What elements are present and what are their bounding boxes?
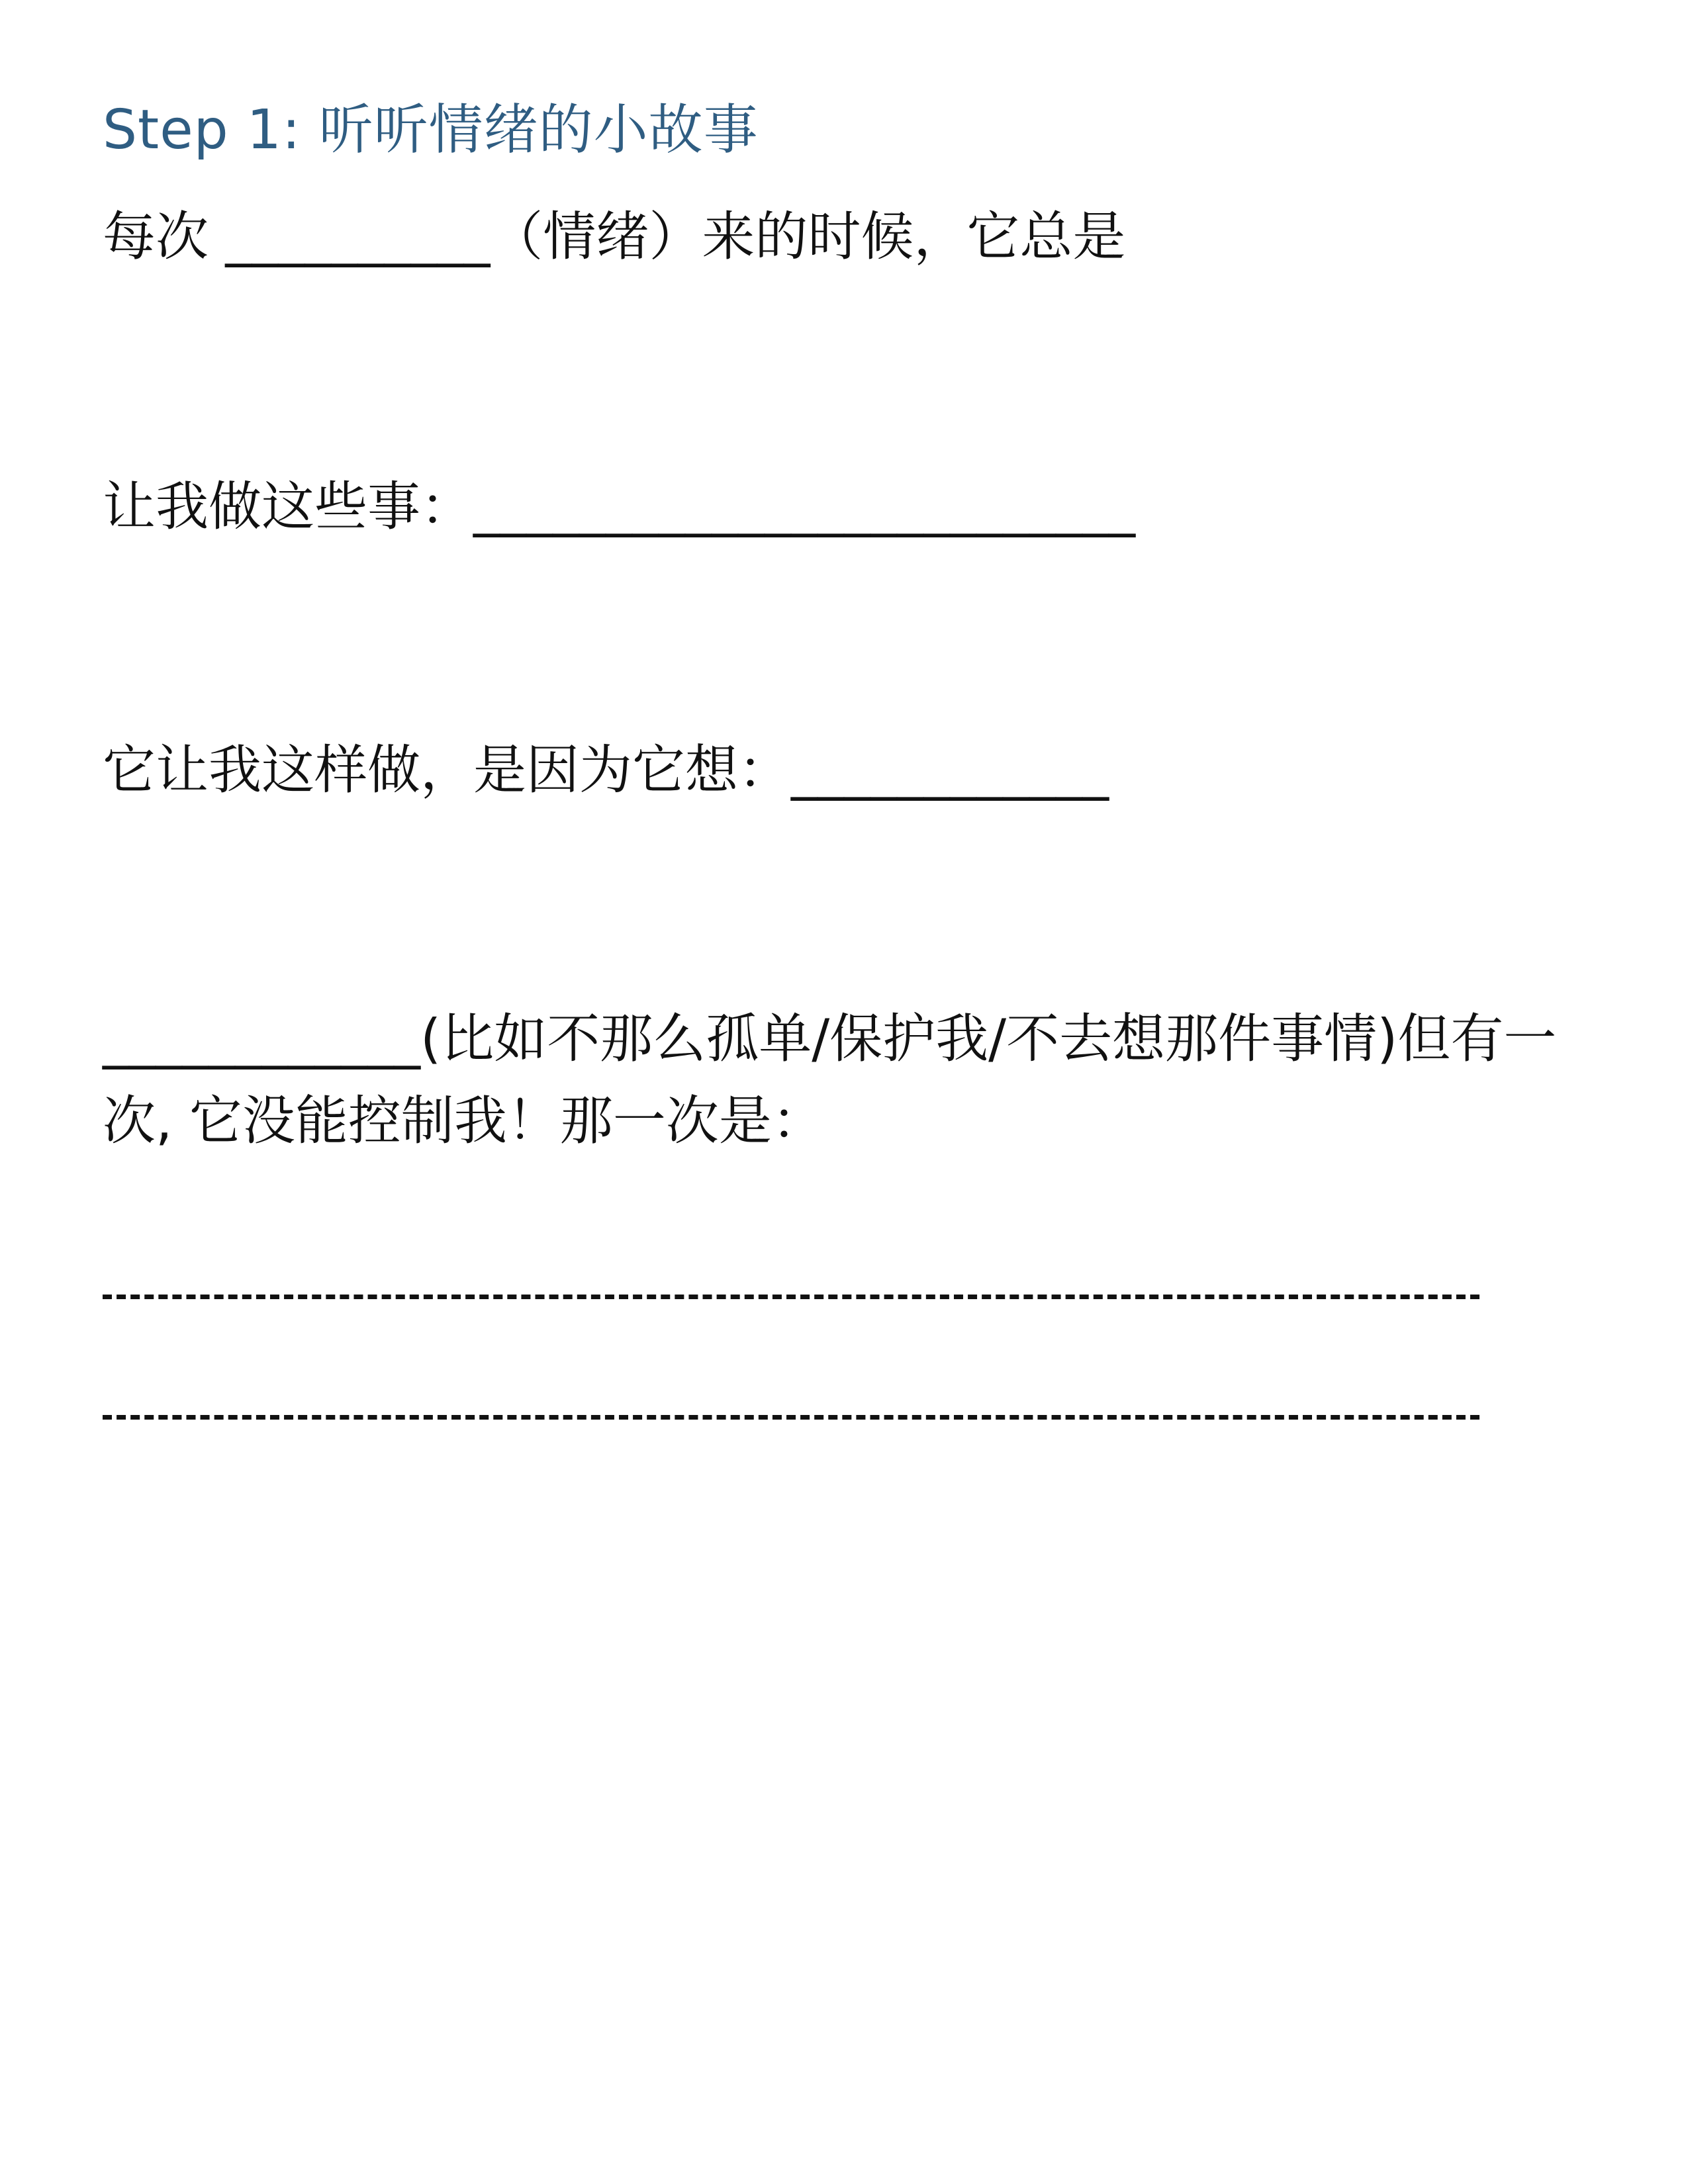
prompt-block-2 bbox=[103, 471, 1585, 543]
answer-write-line-1[interactable] bbox=[103, 1295, 1479, 1299]
answer-lines-group bbox=[103, 1295, 1585, 1420]
page-title: Step 1: 听听情绪的小故事 bbox=[103, 99, 759, 161]
prompt-block-4 bbox=[103, 998, 1585, 1162]
answer-write-line-2[interactable] bbox=[103, 1415, 1479, 1420]
prompt-line-makes-me-do: 让我做这些事：_________________________ bbox=[103, 476, 1135, 538]
prompt-line-exception-example: ____________(比如不那么孤单/保护我/不去想那件事情)但有一次, 它没能控制我！那一次是： bbox=[103, 1008, 1557, 1152]
prompt-block-3 bbox=[103, 735, 1585, 806]
prompt-block-1 bbox=[103, 201, 1585, 273]
prompt-line-because-it-wants: 它让我这样做，是因为它想：____________ bbox=[103, 739, 1109, 801]
prompt-line-emotion-arrives: 每次 __________（情绪）来的时候，它总是 bbox=[103, 206, 1126, 268]
